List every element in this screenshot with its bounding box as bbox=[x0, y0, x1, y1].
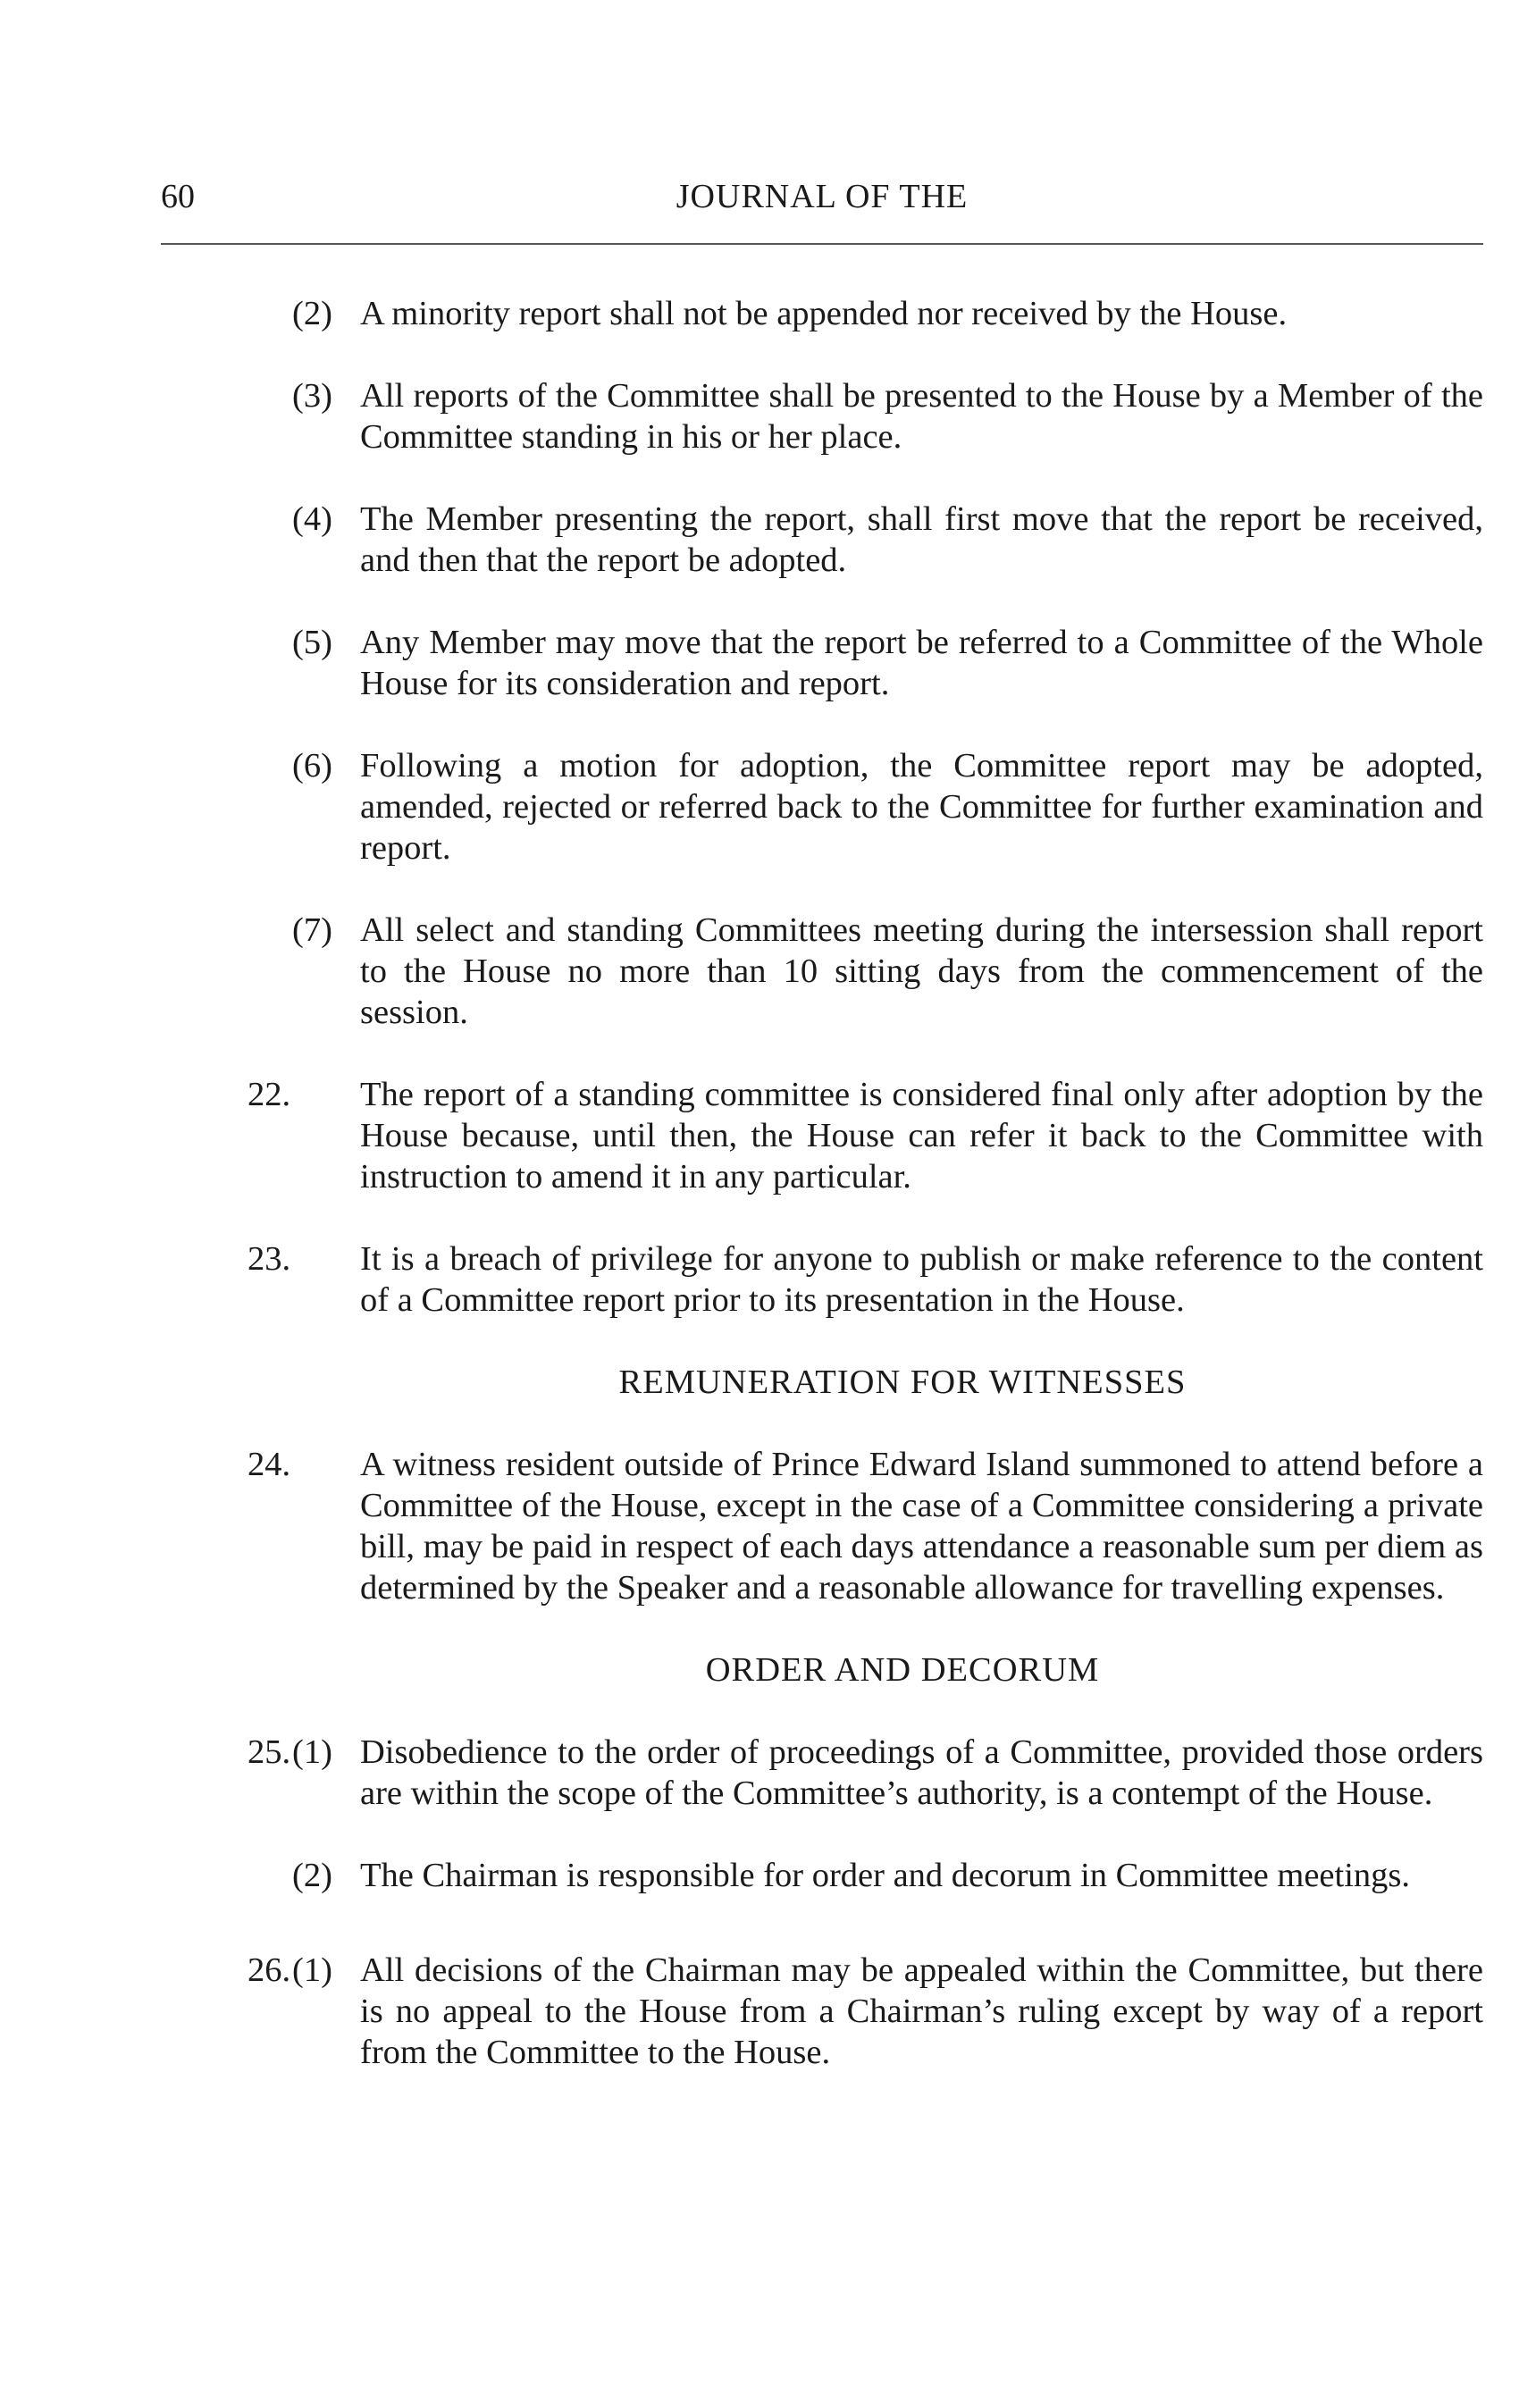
subsection-7 bbox=[161, 910, 1483, 1033]
section-heading-remuneration: REMUNERATION FOR WITNESSES bbox=[618, 1363, 1187, 1401]
subsection-text: All reports of the Committee shall be presented to the House by a Member of the Committee standing in his or her place. bbox=[360, 377, 1483, 456]
rule-text: The report of a standing committee is considered final only after adoption by the House because, until then, the House can refer it back to the Committee with instruction to amend it in any particular. bbox=[360, 1076, 1483, 1196]
subsection-2 bbox=[161, 293, 1483, 334]
subsection-text: A minority report shall not be appended nor received by the House. bbox=[360, 295, 1288, 332]
subsection-number: (2) bbox=[292, 295, 332, 332]
header-divider bbox=[161, 243, 1483, 245]
subsection-number: (1) bbox=[292, 1951, 332, 1989]
subsection-number: (7) bbox=[292, 911, 332, 949]
subsection-number: (5) bbox=[292, 624, 332, 661]
rule-25-1 bbox=[161, 1732, 1483, 1814]
rule-number: 22. bbox=[248, 1076, 291, 1113]
journal-title: JOURNAL OF THE bbox=[676, 178, 969, 215]
subsection-text: The Chairman is responsible for order and decorum in Committee meetings. bbox=[360, 1857, 1411, 1894]
rule-24 bbox=[161, 1444, 1483, 1608]
rule-number: 26. bbox=[248, 1951, 291, 1989]
subsection-4 bbox=[161, 499, 1483, 581]
rule-text: It is a breach of privilege for anyone to publish or make reference to the content of a Committee report prior to its presentation in the House. bbox=[360, 1240, 1483, 1319]
rule-number: 25. bbox=[248, 1733, 291, 1771]
subsection-text: Any Member may move that the report be referred to a Committee of the Whole House for its consideration and report. bbox=[360, 624, 1483, 702]
rule-26-1 bbox=[161, 1950, 1483, 2073]
running-head bbox=[161, 175, 1483, 218]
document-body bbox=[161, 293, 1483, 2073]
subsection-5 bbox=[161, 622, 1483, 704]
subsection-6 bbox=[161, 745, 1483, 868]
subsection-text: All select and standing Committees meeting during the intersession shall report to the House no more than 10 sitting days from the commencement of the session. bbox=[360, 911, 1483, 1031]
page-number: 60 bbox=[161, 178, 195, 215]
rule-number: 24. bbox=[248, 1446, 291, 1483]
subsection-text: Following a motion for adoption, the Committee report may be adopted, amended, rejected or referred back to the Committee for further examination and report. bbox=[360, 747, 1483, 867]
rule-25-2 bbox=[161, 1855, 1483, 1896]
subsection-number: (2) bbox=[292, 1857, 332, 1894]
subsection-3 bbox=[161, 375, 1483, 457]
section-heading-order-decorum: ORDER AND DECORUM bbox=[705, 1651, 1100, 1689]
subsection-number: (3) bbox=[292, 377, 332, 415]
subsection-number: (6) bbox=[292, 747, 332, 784]
rule-23 bbox=[161, 1238, 1483, 1321]
rule-text: A witness resident outside of Prince Edward Island summoned to attend before a Committee of the House, except in the case of a Committee considering a private bill, may be paid in respect of each days attendance a reasonable sum per diem as determined by the Speaker and a reasonable allowance for travelling expenses. bbox=[360, 1446, 1483, 1607]
rule-22 bbox=[161, 1074, 1483, 1197]
rule-text: All decisions of the Chairman may be appealed within the Committee, but there is no appeal to the House from a Chairman’s ruling except by way of a report from the Committee to the House. bbox=[360, 1951, 1483, 2071]
subsection-number: (4) bbox=[292, 500, 332, 538]
rule-number: 23. bbox=[248, 1240, 291, 1278]
subsection-text: The Member presenting the report, shall first move that the report be received, and then that the report be adopted. bbox=[360, 500, 1483, 579]
rule-text: Disobedience to the order of proceedings of a Committee, provided those orders are within the scope of the Committee’s authority, is a contempt of the House. bbox=[360, 1733, 1483, 1812]
subsection-number: (1) bbox=[292, 1733, 332, 1771]
